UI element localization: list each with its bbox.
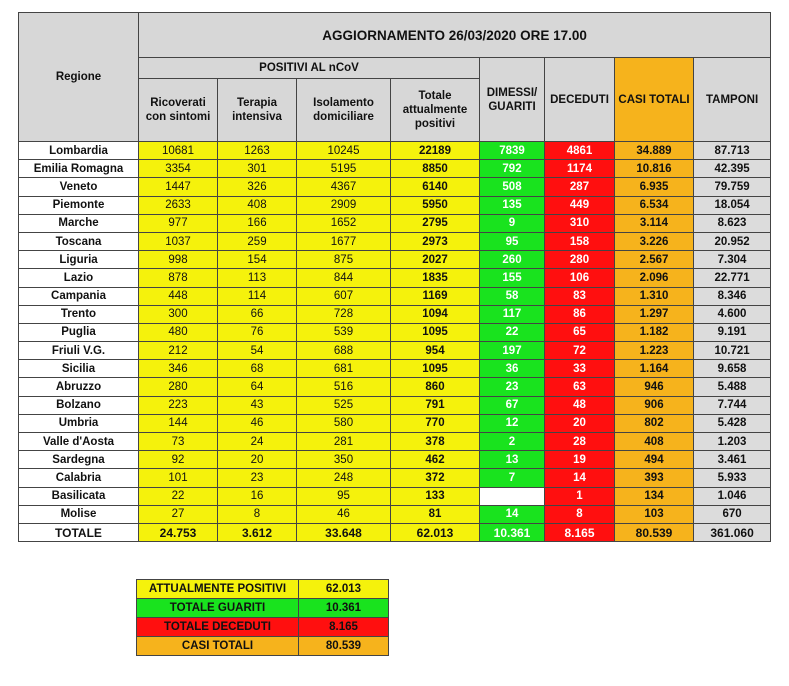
cell-totale: 8850 — [391, 160, 480, 178]
cell-tamponi: 10.721 — [694, 342, 771, 360]
cell-isolamento: 248 — [297, 469, 391, 487]
header-dimessi: DIMESSI/ GUARITI — [480, 58, 545, 142]
cell-totale: 6140 — [391, 178, 480, 196]
cell-ricoverati: 101 — [139, 469, 218, 487]
table-row — [19, 414, 771, 432]
cell-region: Sardegna — [19, 451, 139, 469]
page-title: AGGIORNAMENTO 26/03/2020 ORE 17.00 — [139, 13, 771, 58]
total-region: TOTALE — [19, 523, 139, 541]
cell-deceduti: 4861 — [545, 142, 615, 160]
summary-value: 8.165 — [299, 618, 389, 637]
table-row — [19, 360, 771, 378]
cell-totale: 1095 — [391, 323, 480, 341]
cell-deceduti: 158 — [545, 232, 615, 250]
cell-tamponi: 18.054 — [694, 196, 771, 214]
cell-terapia: 76 — [218, 323, 297, 341]
cell-region: Liguria — [19, 251, 139, 269]
summary-value: 10.361 — [299, 599, 389, 618]
cell-terapia: 301 — [218, 160, 297, 178]
cell-dimessi: 7839 — [480, 142, 545, 160]
summary-row — [137, 599, 389, 618]
cell-terapia: 23 — [218, 469, 297, 487]
cell-region: Sicilia — [19, 360, 139, 378]
cell-ricoverati: 10681 — [139, 142, 218, 160]
table-row — [19, 305, 771, 323]
regional-covid-table — [18, 12, 771, 542]
cell-dimessi: 23 — [480, 378, 545, 396]
header-totale-positivi: Totale attualmente positivi — [391, 79, 480, 142]
cell-terapia: 68 — [218, 360, 297, 378]
cell-totale: 860 — [391, 378, 480, 396]
cell-dimessi: 14 — [480, 505, 545, 523]
cell-deceduti: 33 — [545, 360, 615, 378]
header-isolamento: Isolamento domiciliare — [297, 79, 391, 142]
cell-tamponi: 5.428 — [694, 414, 771, 432]
cell-casi: 6.534 — [615, 196, 694, 214]
cell-isolamento: 688 — [297, 342, 391, 360]
cell-totale: 2795 — [391, 214, 480, 232]
total-deceduti: 8.165 — [545, 523, 615, 541]
cell-terapia: 24 — [218, 433, 297, 451]
header-terapia: Terapia intensiva — [218, 79, 297, 142]
cell-casi: 3.114 — [615, 214, 694, 232]
cell-isolamento: 875 — [297, 251, 391, 269]
cell-tamponi: 9.658 — [694, 360, 771, 378]
cell-dimessi: 155 — [480, 269, 545, 287]
cell-deceduti: 28 — [545, 433, 615, 451]
cell-region: Valle d'Aosta — [19, 433, 139, 451]
cell-region: Molise — [19, 505, 139, 523]
cell-ricoverati: 3354 — [139, 160, 218, 178]
cell-totale: 1169 — [391, 287, 480, 305]
table-row — [19, 342, 771, 360]
total-ricoverati: 24.753 — [139, 523, 218, 541]
cell-region: Campania — [19, 287, 139, 305]
cell-isolamento: 681 — [297, 360, 391, 378]
cell-totale: 372 — [391, 469, 480, 487]
cell-deceduti: 287 — [545, 178, 615, 196]
cell-dimessi: 22 — [480, 323, 545, 341]
cell-ricoverati: 480 — [139, 323, 218, 341]
cell-region: Emilia Romagna — [19, 160, 139, 178]
cell-isolamento: 10245 — [297, 142, 391, 160]
cell-casi: 2.567 — [615, 251, 694, 269]
table-row — [19, 214, 771, 232]
cell-region: Toscana — [19, 232, 139, 250]
totals-row — [19, 523, 771, 541]
cell-dimessi: 95 — [480, 232, 545, 250]
cell-deceduti: 48 — [545, 396, 615, 414]
cell-totale: 770 — [391, 414, 480, 432]
cell-terapia: 1263 — [218, 142, 297, 160]
cell-casi: 10.816 — [615, 160, 694, 178]
cell-isolamento: 728 — [297, 305, 391, 323]
header-casi-totali: CASI TOTALI — [615, 58, 694, 142]
cell-isolamento: 46 — [297, 505, 391, 523]
cell-ricoverati: 73 — [139, 433, 218, 451]
cell-ricoverati: 300 — [139, 305, 218, 323]
cell-terapia: 408 — [218, 196, 297, 214]
cell-dimessi: 792 — [480, 160, 545, 178]
cell-totale: 791 — [391, 396, 480, 414]
header-deceduti: DECEDUTI — [545, 58, 615, 142]
cell-tamponi: 22.771 — [694, 269, 771, 287]
cell-tamponi: 3.461 — [694, 451, 771, 469]
total-tamponi: 361.060 — [694, 523, 771, 541]
cell-terapia: 64 — [218, 378, 297, 396]
summary-row — [137, 580, 389, 599]
cell-casi: 906 — [615, 396, 694, 414]
cell-tamponi: 9.191 — [694, 323, 771, 341]
cell-casi: 494 — [615, 451, 694, 469]
cell-terapia: 166 — [218, 214, 297, 232]
cell-ricoverati: 977 — [139, 214, 218, 232]
cell-dimessi: 58 — [480, 287, 545, 305]
cell-tamponi: 7.744 — [694, 396, 771, 414]
cell-ricoverati: 22 — [139, 487, 218, 505]
cell-region: Lazio — [19, 269, 139, 287]
cell-totale: 1835 — [391, 269, 480, 287]
cell-isolamento: 95 — [297, 487, 391, 505]
table-row — [19, 178, 771, 196]
cell-totale: 133 — [391, 487, 480, 505]
cell-terapia: 154 — [218, 251, 297, 269]
cell-tamponi: 5.488 — [694, 378, 771, 396]
cell-isolamento: 539 — [297, 323, 391, 341]
total-casi: 80.539 — [615, 523, 694, 541]
cell-isolamento: 525 — [297, 396, 391, 414]
cell-ricoverati: 448 — [139, 287, 218, 305]
table-row — [19, 505, 771, 523]
cell-casi: 946 — [615, 378, 694, 396]
cell-deceduti: 1 — [545, 487, 615, 505]
cell-isolamento: 1652 — [297, 214, 391, 232]
cell-deceduti: 65 — [545, 323, 615, 341]
table-body — [19, 142, 771, 542]
cell-isolamento: 4367 — [297, 178, 391, 196]
cell-totale: 22189 — [391, 142, 480, 160]
cell-tamponi: 8.623 — [694, 214, 771, 232]
cell-tamponi: 87.713 — [694, 142, 771, 160]
table-row — [19, 396, 771, 414]
cell-region: Marche — [19, 214, 139, 232]
cell-totale: 5950 — [391, 196, 480, 214]
cell-casi: 408 — [615, 433, 694, 451]
cell-region: Puglia — [19, 323, 139, 341]
cell-tamponi: 670 — [694, 505, 771, 523]
summary-row — [137, 618, 389, 637]
cell-region: Trento — [19, 305, 139, 323]
table-row — [19, 232, 771, 250]
cell-dimessi: 36 — [480, 360, 545, 378]
cell-isolamento: 607 — [297, 287, 391, 305]
cell-dimessi: 135 — [480, 196, 545, 214]
cell-terapia: 46 — [218, 414, 297, 432]
cell-dimessi: 67 — [480, 396, 545, 414]
table-row — [19, 378, 771, 396]
cell-tamponi: 42.395 — [694, 160, 771, 178]
total-terapia: 3.612 — [218, 523, 297, 541]
cell-dimessi: 260 — [480, 251, 545, 269]
table-row — [19, 160, 771, 178]
cell-ricoverati: 212 — [139, 342, 218, 360]
cell-dimessi: 9 — [480, 214, 545, 232]
cell-ricoverati: 144 — [139, 414, 218, 432]
cell-deceduti: 86 — [545, 305, 615, 323]
summary-label: CASI TOTALI — [137, 637, 299, 656]
table-row — [19, 433, 771, 451]
header-ricoverati: Ricoverati con sintomi — [139, 79, 218, 142]
cell-terapia: 113 — [218, 269, 297, 287]
cell-dimessi: 197 — [480, 342, 545, 360]
table-row — [19, 196, 771, 214]
cell-ricoverati: 2633 — [139, 196, 218, 214]
cell-isolamento: 1677 — [297, 232, 391, 250]
cell-tamponi: 1.203 — [694, 433, 771, 451]
cell-casi: 802 — [615, 414, 694, 432]
cell-deceduti: 72 — [545, 342, 615, 360]
table-row — [19, 142, 771, 160]
header-regione: Regione — [19, 13, 139, 142]
cell-casi: 1.223 — [615, 342, 694, 360]
cell-ricoverati: 92 — [139, 451, 218, 469]
cell-region: Basilicata — [19, 487, 139, 505]
cell-deceduti: 20 — [545, 414, 615, 432]
cell-terapia: 326 — [218, 178, 297, 196]
cell-terapia: 8 — [218, 505, 297, 523]
summary-value: 62.013 — [299, 580, 389, 599]
cell-region: Abruzzo — [19, 378, 139, 396]
total-isolamento: 33.648 — [297, 523, 391, 541]
cell-deceduti: 1174 — [545, 160, 615, 178]
cell-ricoverati: 346 — [139, 360, 218, 378]
cell-deceduti: 310 — [545, 214, 615, 232]
total-dimessi: 10.361 — [480, 523, 545, 541]
table-row — [19, 469, 771, 487]
cell-isolamento: 350 — [297, 451, 391, 469]
cell-deceduti: 83 — [545, 287, 615, 305]
summary-row — [137, 637, 389, 656]
cell-deceduti: 63 — [545, 378, 615, 396]
cell-casi: 34.889 — [615, 142, 694, 160]
cell-region: Piemonte — [19, 196, 139, 214]
cell-isolamento: 2909 — [297, 196, 391, 214]
summary-label: TOTALE GUARITI — [137, 599, 299, 618]
cell-totale: 1095 — [391, 360, 480, 378]
summary-table — [136, 579, 389, 656]
cell-casi: 393 — [615, 469, 694, 487]
cell-deceduti: 14 — [545, 469, 615, 487]
cell-ricoverati: 280 — [139, 378, 218, 396]
cell-dimessi: 13 — [480, 451, 545, 469]
table-row — [19, 323, 771, 341]
cell-casi: 6.935 — [615, 178, 694, 196]
cell-casi: 1.182 — [615, 323, 694, 341]
cell-totale: 2973 — [391, 232, 480, 250]
cell-dimessi: 12 — [480, 414, 545, 432]
cell-totale: 1094 — [391, 305, 480, 323]
cell-casi: 103 — [615, 505, 694, 523]
cell-casi: 134 — [615, 487, 694, 505]
header-tamponi: TAMPONI — [694, 58, 771, 142]
cell-ricoverati: 878 — [139, 269, 218, 287]
cell-region: Veneto — [19, 178, 139, 196]
cell-ricoverati: 1037 — [139, 232, 218, 250]
table-row — [19, 487, 771, 505]
cell-terapia: 114 — [218, 287, 297, 305]
cell-casi: 3.226 — [615, 232, 694, 250]
cell-ricoverati: 223 — [139, 396, 218, 414]
cell-tamponi: 8.346 — [694, 287, 771, 305]
summary-label: ATTUALMENTE POSITIVI — [137, 580, 299, 599]
cell-deceduti: 8 — [545, 505, 615, 523]
cell-dimessi: 2 — [480, 433, 545, 451]
cell-totale: 378 — [391, 433, 480, 451]
cell-casi: 1.310 — [615, 287, 694, 305]
cell-casi: 2.096 — [615, 269, 694, 287]
cell-dimessi: 7 — [480, 469, 545, 487]
cell-region: Umbria — [19, 414, 139, 432]
summary-value: 80.539 — [299, 637, 389, 656]
cell-ricoverati: 1447 — [139, 178, 218, 196]
cell-dimessi: 117 — [480, 305, 545, 323]
cell-terapia: 66 — [218, 305, 297, 323]
cell-totale: 954 — [391, 342, 480, 360]
table-row — [19, 451, 771, 469]
cell-deceduti: 449 — [545, 196, 615, 214]
cell-totale: 2027 — [391, 251, 480, 269]
total-totale: 62.013 — [391, 523, 480, 541]
cell-terapia: 20 — [218, 451, 297, 469]
cell-ricoverati: 27 — [139, 505, 218, 523]
cell-isolamento: 516 — [297, 378, 391, 396]
cell-region: Bolzano — [19, 396, 139, 414]
cell-tamponi: 4.600 — [694, 305, 771, 323]
cell-deceduti: 280 — [545, 251, 615, 269]
cell-tamponi: 79.759 — [694, 178, 771, 196]
cell-terapia: 16 — [218, 487, 297, 505]
summary-label: TOTALE DECEDUTI — [137, 618, 299, 637]
cell-terapia: 43 — [218, 396, 297, 414]
cell-tamponi: 20.952 — [694, 232, 771, 250]
cell-isolamento: 281 — [297, 433, 391, 451]
cell-tamponi: 5.933 — [694, 469, 771, 487]
cell-casi: 1.297 — [615, 305, 694, 323]
cell-terapia: 259 — [218, 232, 297, 250]
cell-region: Friuli V.G. — [19, 342, 139, 360]
cell-ricoverati: 998 — [139, 251, 218, 269]
cell-terapia: 54 — [218, 342, 297, 360]
cell-totale: 81 — [391, 505, 480, 523]
cell-isolamento: 580 — [297, 414, 391, 432]
header-positivi-group: POSITIVI AL nCoV — [139, 58, 480, 79]
cell-dimessi: 508 — [480, 178, 545, 196]
cell-tamponi: 7.304 — [694, 251, 771, 269]
cell-region: Calabria — [19, 469, 139, 487]
table-row — [19, 251, 771, 269]
cell-totale: 462 — [391, 451, 480, 469]
cell-tamponi: 1.046 — [694, 487, 771, 505]
cell-isolamento: 844 — [297, 269, 391, 287]
table-row — [19, 269, 771, 287]
cell-isolamento: 5195 — [297, 160, 391, 178]
cell-deceduti: 19 — [545, 451, 615, 469]
table-row — [19, 287, 771, 305]
cell-casi: 1.164 — [615, 360, 694, 378]
cell-deceduti: 106 — [545, 269, 615, 287]
cell-region: Lombardia — [19, 142, 139, 160]
cell-dimessi — [480, 487, 545, 505]
